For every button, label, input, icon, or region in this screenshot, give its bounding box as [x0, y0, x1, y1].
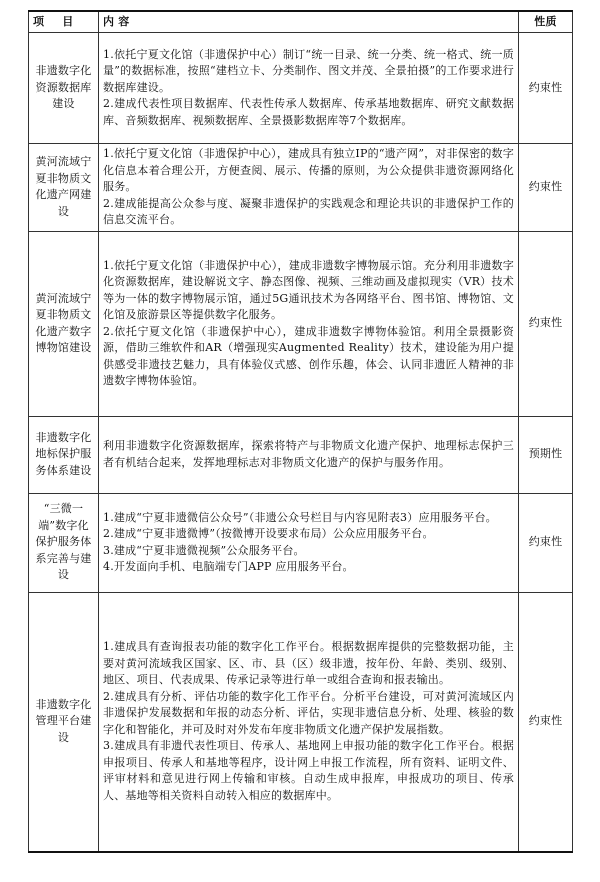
row-nature: 约束性 [519, 493, 573, 592]
content-paragraph: 2.建成能提高公众参与度、凝聚非遗保护的实践观念和理论共识的非遗保护工作的信息交流平台。 [103, 196, 514, 226]
table-row [29, 592, 573, 852]
table-row [29, 231, 573, 416]
content-paragraph: 1.依托宁夏文化馆（非遗保护中心），建成具有独立IP的“遗产网”，对非保密的数字化信息本着合理公开，方便查阅、展示、传播的原则，为公众提供非遗资源网络化服务。 [103, 147, 514, 193]
row-nature: 约束性 [519, 144, 573, 232]
header-nature: 性质 [519, 11, 573, 33]
content-paragraph: 2.建成“宁夏非遗微博”（按微博开设要求布局）公众应用服务平台。 [103, 527, 434, 540]
row-content [99, 144, 519, 232]
table-row [29, 493, 573, 592]
row-item: 非遗数字化管理平台建设 [29, 592, 99, 852]
content-paragraph: 3.建成“宁夏非遗微视频”公众服务平台。 [103, 543, 305, 557]
content-paragraph: 1.依托宁夏文化馆（非遗保护中心）制订“统一目录、统一分类、统一格式、统一质量”的数据标准，按照“建档立卡、分类制作、图文并茂、全景拍摄”的工作要求进行数据库建设。 [103, 47, 514, 94]
row-item: 非遗数字化资源数据库建设 [29, 33, 99, 144]
table-header-row [29, 11, 573, 33]
row-content [99, 493, 519, 592]
row-item: 黄河流域宁夏非物质文化遗产网建设 [29, 144, 99, 232]
table-row [29, 416, 573, 493]
row-item: “三微一端”数字化保护服务体系完善与建设 [29, 493, 99, 592]
planning-table [28, 10, 573, 853]
header-content: 内 容 [99, 11, 519, 33]
row-nature: 约束性 [519, 33, 573, 144]
row-item: 黄河流域宁夏非物质文化遗产数字博物馆建设 [29, 231, 99, 416]
content-paragraph: 利用非遗数字化资源数据库，探索将特产与非物质文化遗产保护、地理标志保护三者有机结合起来，发挥地理标志对非物质文化遗产的保护与服务作用。 [103, 439, 514, 469]
row-content [99, 231, 519, 416]
table-row [29, 144, 573, 232]
row-content [99, 416, 519, 493]
content-paragraph: 4.开发面向手机、电脑端专门APP 应用服务平台。 [103, 560, 354, 573]
content-paragraph: 1.依托宁夏文化馆（非遗保护中心），建成非遗数字博物展示馆。充分利用非遗数字化资源数据库，建设解说文字、静态图像、视频、三维动画及虚拟现实（VR）技术等为一体的数字博物展示馆，通过5G通讯技术为各网络平台、图书馆、博物馆、文化馆及旅游景区等提供数字化服务。 [103, 258, 514, 321]
content-paragraph: 2.建成具有分析、评估功能的数字化工作平台。分析平台建设，可对黄河流域区内非遗保护发展数据和年报的动态分析、评估，实现非遗信息分析、处理、核验的数字化和智能化，并可及时对外发布年度非物质文化遗产保护发展指数。 [103, 689, 514, 736]
row-item: 非遗数字化地标保护服务体系建设 [29, 416, 99, 493]
content-paragraph: 2.依托宁夏文化馆（非遗保护中心），建成非遗数字博物体验馆。利用全景摄影资源，借助三维软件和AR（增强现实Augmented Reality）技术，建设能为用户提供感受非遗技艺魅力，具有体验仪式感、创作乐趣，体会、认同非遗匠人精神的非遗数字博物体验馆。 [103, 324, 514, 387]
header-item: 项 目 [29, 11, 99, 33]
row-nature: 约束性 [519, 231, 573, 416]
content-paragraph: 2.建成代表性项目数据库、代表性传承人数据库、传承基地数据库、研究文献数据库、音频数据库、视频数据库、全景摄影数据库等7个数据库。 [103, 97, 514, 127]
content-paragraph: 1.建成具有查询报表功能的数字化工作平台。根据数据库提供的完整数据功能，主要对黄河流域我区国家、区、市、县（区）级非遗，按年份、年龄、类别、级别、地区、项目、代表成果、传承记录等进行单一或组合查询和报表输出。 [103, 640, 514, 686]
row-nature: 预期性 [519, 416, 573, 493]
row-nature: 约束性 [519, 592, 573, 852]
content-paragraph: 1.建成“宁夏非遗微信公众号”（非遗公众号栏目与内容见附表3）应用服务平台。 [103, 510, 497, 524]
row-content [99, 592, 519, 852]
table-row [29, 33, 573, 144]
row-content [99, 33, 519, 144]
content-paragraph: 3.建成具有非遗代表性项目、传承人、基地网上申报功能的数字化工作平台。根据申报项目、传承人和基地等程序，设计网上申报工作流程，所有资料、证明文件、评审材料和意见进行网上传输和审核。自动生成申报库，申报成功的项目、传承人、基地等相关资料自动转入相应的数据库中。 [103, 739, 514, 802]
